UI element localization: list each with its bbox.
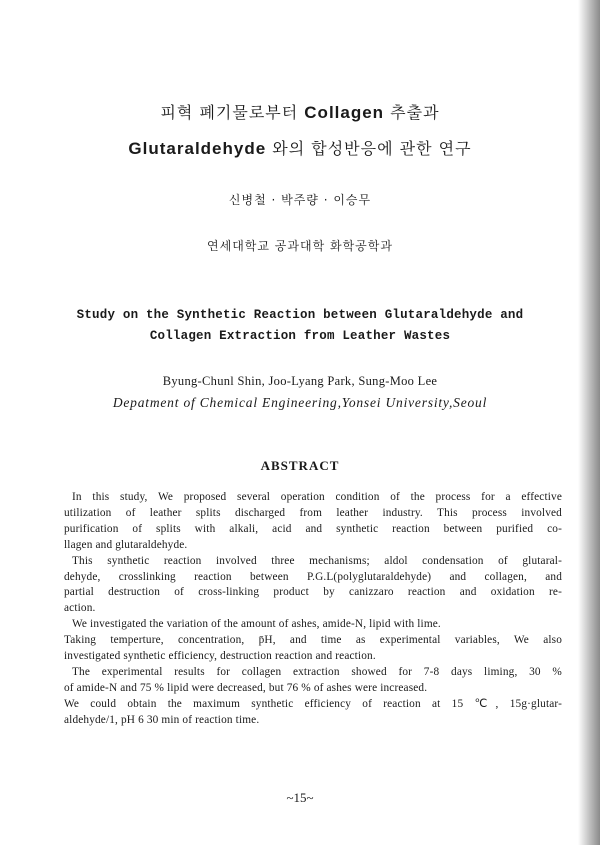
page-number: ~15~ [286,790,314,805]
abstract-line: action. [64,602,96,615]
english-title-line-1: Study on the Synthetic Reaction between Glutaraldehyde and [76,308,524,322]
english-affiliation: Depatment of Chemical Engineering,Yonsei University,Seoul [112,395,488,410]
abstract-line: purification of splits with alkali, acid and synthetic reaction between purified co- [64,522,562,535]
korean-title-text: 피혁 폐기물로부터 [160,103,305,122]
abstract-line: In this study, We proposed several operation condition of the process for a effective [72,491,562,503]
abstract-line: utilization of leather splits discharged from leather industry. This process involved [64,506,562,519]
english-title-line-2: Collagen Extraction from Leather Wastes [149,329,451,343]
korean-affiliation: 연세대학교 공과대학 화학공학과 [207,239,393,253]
english-authors: Byung-Chunl Shin, Joo-Lyang Park, Sung-Moo Lee [162,374,438,388]
korean-title-line-2 [0,136,600,159]
korean-title-line-1 [0,100,600,123]
abstract-line: aldehyde/1, pH 6 30 min of reaction time. [64,713,260,726]
abstract-line: We could obtain the maximum synthetic efficiency of reaction at 15 ℃, 15g·glutar- [64,697,562,710]
korean-title-glutaraldehyde: Glutaraldehyde [128,139,267,158]
korean-title-text-tail-2: 와의 합성반응에 관한 연구 [266,139,472,158]
abstract-line: investigated synthetic efficiency, destruction reaction and reaction. [64,650,376,663]
abstract-heading: ABSTRACT [260,458,340,473]
abstract-line: partial destruction of cross-linking product by canizzaro reaction and oxidation re- [64,586,562,599]
korean-title-collagen: Collagen [304,103,385,122]
abstract-line: llagen and glutaraldehyde. [64,538,188,551]
korean-authors: 신병철 · 박주량 · 이승무 [228,193,372,207]
korean-title-text-tail: 추출과 [384,103,440,122]
abstract-body [64,490,562,729]
abstract-line: We investigated the variation of the amount of ashes, amide-N, lipid with lime. [72,618,441,631]
abstract-line: Taking temperture, concentration, p̄H, and time as experimental variables, We also [64,634,562,647]
abstract-line: dehyde, crosslinking reaction between P.G.L(polyglutaraldehyde) and collagen, and [64,570,562,583]
page-edge-shadow [578,0,600,845]
abstract-line: of amide-N and 75 % lipid were decreased, but 76 % of ashes were increased. [64,681,428,694]
abstract-line: The experimental results for collagen extraction showed for 7-8 days liming, 30 % [72,665,562,678]
abstract-line: This synthetic reaction involved three mechanisms; aldol condensation of glutaral- [72,554,562,567]
